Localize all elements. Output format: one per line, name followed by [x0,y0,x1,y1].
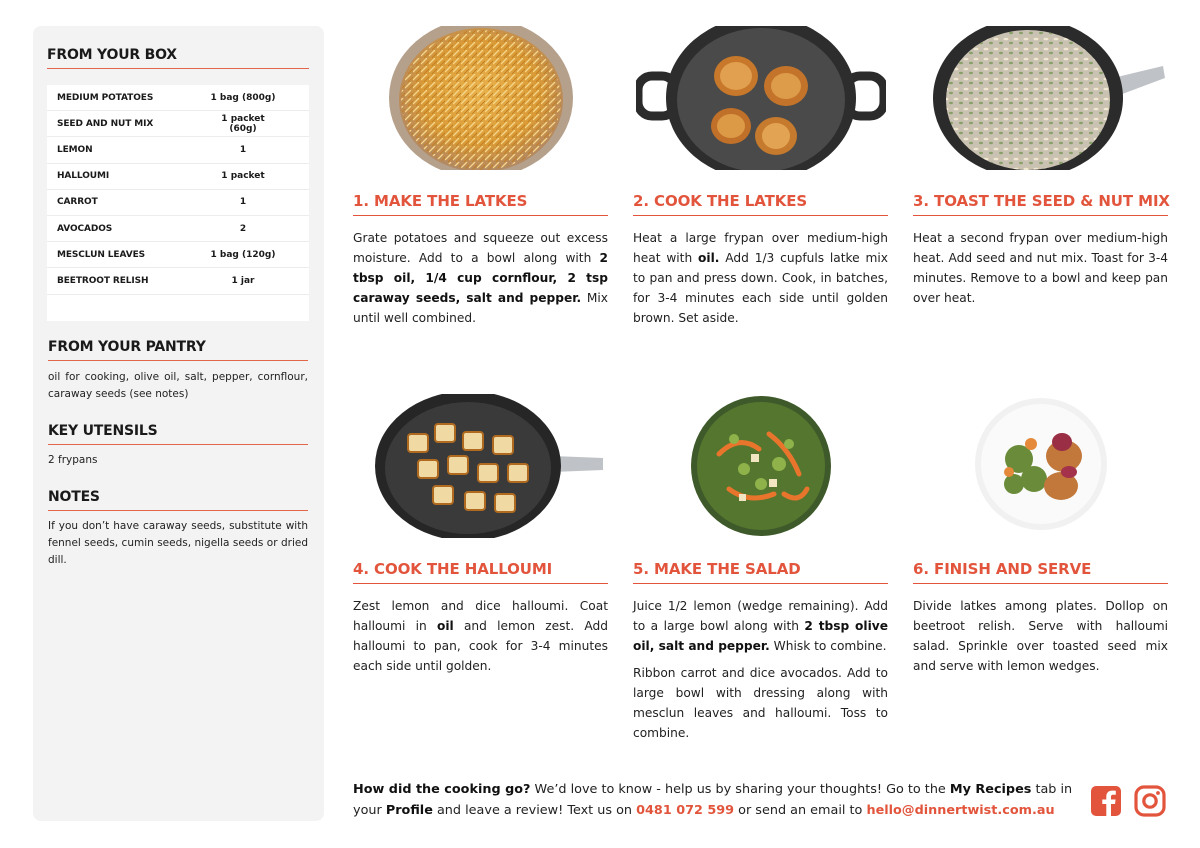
from-your-pantry-heading: FROM YOUR PANTRY [48,339,308,361]
step-4-instructions [353,596,608,676]
footer-bold-text: My Recipes [949,782,1032,797]
step-3-title: 3. TOAST THE SEED & NUT MIX [913,192,1168,216]
ingredients-sidebar [33,26,324,821]
instruction-paragraph [353,228,608,328]
instagram-link[interactable] [1134,785,1166,821]
ingredient-name: MESCLUN LEAVES [57,249,146,260]
step-1-instructions [353,228,608,328]
ingredient-quantity: 1 [239,144,247,155]
instruction-text: Heat a large frypan over medium-high heat with [633,231,888,265]
ingredient-row [47,85,309,111]
step-5-photo [633,394,888,538]
from-your-box-heading: FROM YOUR BOX [47,47,309,69]
facebook-link[interactable] [1090,785,1122,821]
facebook-icon [1090,785,1122,817]
email-link[interactable]: hello@dinnertwist.com.au [866,803,1055,818]
notes-heading: NOTES [48,489,308,511]
step-5-title: 5. MAKE THE SALAD [633,560,888,584]
ingredient-row [47,216,309,242]
ingredient-row [47,137,309,163]
instruction-text: Mix until well combined. [353,291,608,325]
instruction-paragraph [633,663,888,743]
instruction-text: Grate potatoes and squeeze out excess moisture. Add to a bowl along with [353,231,608,265]
ingredient-name: CARROT [57,197,98,208]
ingredient-name: BEETROOT RELISH [57,275,149,286]
plated-dish-image [969,394,1113,538]
instruction-text: and lemon zest. Add halloumi to pan, cook for 3-4 minutes each side until golden. [353,619,609,673]
ingredient-row [47,268,309,294]
step-6-instructions [913,596,1168,676]
ingredient-name: HALLOUMI [57,171,110,182]
step-6-photo [913,394,1168,538]
instruction-paragraph [913,596,1168,676]
ingredient-quantity: 1 bag (120g) [210,249,276,260]
step-2-photo [633,26,888,170]
step-5-instructions [633,596,888,743]
ingredient-row [47,190,309,216]
instruction-bold-text: oil. [698,251,720,265]
ingredient-row [47,111,309,137]
instruction-bold-text: 2 tbsp oil, 1/4 cup cornflour, 2 tsp caraway seeds, salt and pepper. [353,251,608,305]
instruction-text: Zest lemon and dice halloumi. Coat halloumi in [353,599,608,633]
step-4-photo [353,394,608,538]
ingredient-quantity: 1 [239,197,247,208]
ingredient-quantity: 1 bag (800g) [210,92,276,103]
ingredient-name: LEMON [57,144,93,155]
instruction-paragraph [353,596,608,676]
ingredient-name: AVOCADOS [57,223,113,234]
utensils-text: 2 frypans [48,454,98,466]
salad-bowl-image [689,394,833,538]
halloumi-pan-image [353,394,608,538]
ingredient-quantity: 2 [239,223,247,234]
ingredient-row [47,242,309,268]
latkes-frying-pan-image [636,26,886,170]
footer-bold-text: How did the cooking go? [353,782,531,797]
step-2-instructions [633,228,888,328]
footer-text: We’d love to know - help us by sharing your thoughts! Go to the [530,782,950,797]
instruction-text: Add 1/3 cupfuls latke mix to pan and press down. Cook, in batches, for 3-4 minutes each side until golden brown. Set aside. [633,251,888,325]
notes-text: If you don’t have caraway seeds, substitute with fennel seeds, cumin seeds, nigella seeds or dried dill. [48,520,308,566]
instruction-bold-text: 2 tbsp olive oil, salt and pepper. [633,619,888,653]
ingredient-name: SEED AND NUT MIX [57,118,154,129]
footer-bold-text: Profile [385,803,433,818]
key-utensils-heading: KEY UTENSILS [48,423,308,445]
footer-text: or send an email to [734,803,867,818]
instruction-text: Whisk to combine. [769,639,887,653]
grated-potato-bowl-image [381,26,581,170]
ingredient-name: MEDIUM POTATOES [57,92,154,103]
ingredient-row [47,164,309,190]
instruction-text: Divide latkes among plates. Dollop on beetroot relish. Serve with halloumi salad. Sprinkle over toasted seed mix and serve with lemon wedges. [913,599,1168,673]
instruction-text: Ribbon carrot and dice avocados. Add to large bowl with dressing along with mesclun leaves and halloumi. Toss to combine. [633,666,888,740]
footer-text: and leave a review! Text us on [432,803,637,818]
step-4-title: 4. COOK THE HALLOUMI [353,560,608,584]
step-1-photo [353,26,608,170]
seed-nut-mix-pan-image [913,26,1168,170]
instruction-bold-text: oil [436,619,454,633]
footer-text: tab in your [353,782,1073,818]
step-6-title: 6. FINISH AND SERVE [913,560,1168,584]
instruction-paragraph [913,228,1168,308]
instagram-icon [1134,785,1166,817]
phone-number-link[interactable]: 0481 072 599 [636,803,735,818]
ingredient-quantity: 1 jar [231,275,255,286]
step-3-photo [913,26,1168,170]
ingredient-quantity: 1 packet [221,171,265,182]
pantry-text: oil for cooking, olive oil, salt, pepper, cornflour, caraway seeds (see notes) [48,371,308,400]
instruction-paragraph [633,596,888,656]
step-3-instructions [913,228,1168,308]
feedback-footer [353,779,1078,821]
instruction-text: Heat a second frypan over medium-high heat. Add seed and nut mix. Toast for 3-4 minutes. Remove to a bowl and keep pan over heat. [913,231,1168,305]
instruction-paragraph [633,228,888,328]
step-2-title: 2. COOK THE LATKES [633,192,888,216]
ingredient-quantity: 1 packet (60g) [221,113,265,134]
step-1-title: 1. MAKE THE LATKES [353,192,608,216]
instruction-text: Juice 1/2 lemon (wedge remaining). Add to a large bowl along with [633,599,888,633]
ingredients-table [47,85,309,321]
